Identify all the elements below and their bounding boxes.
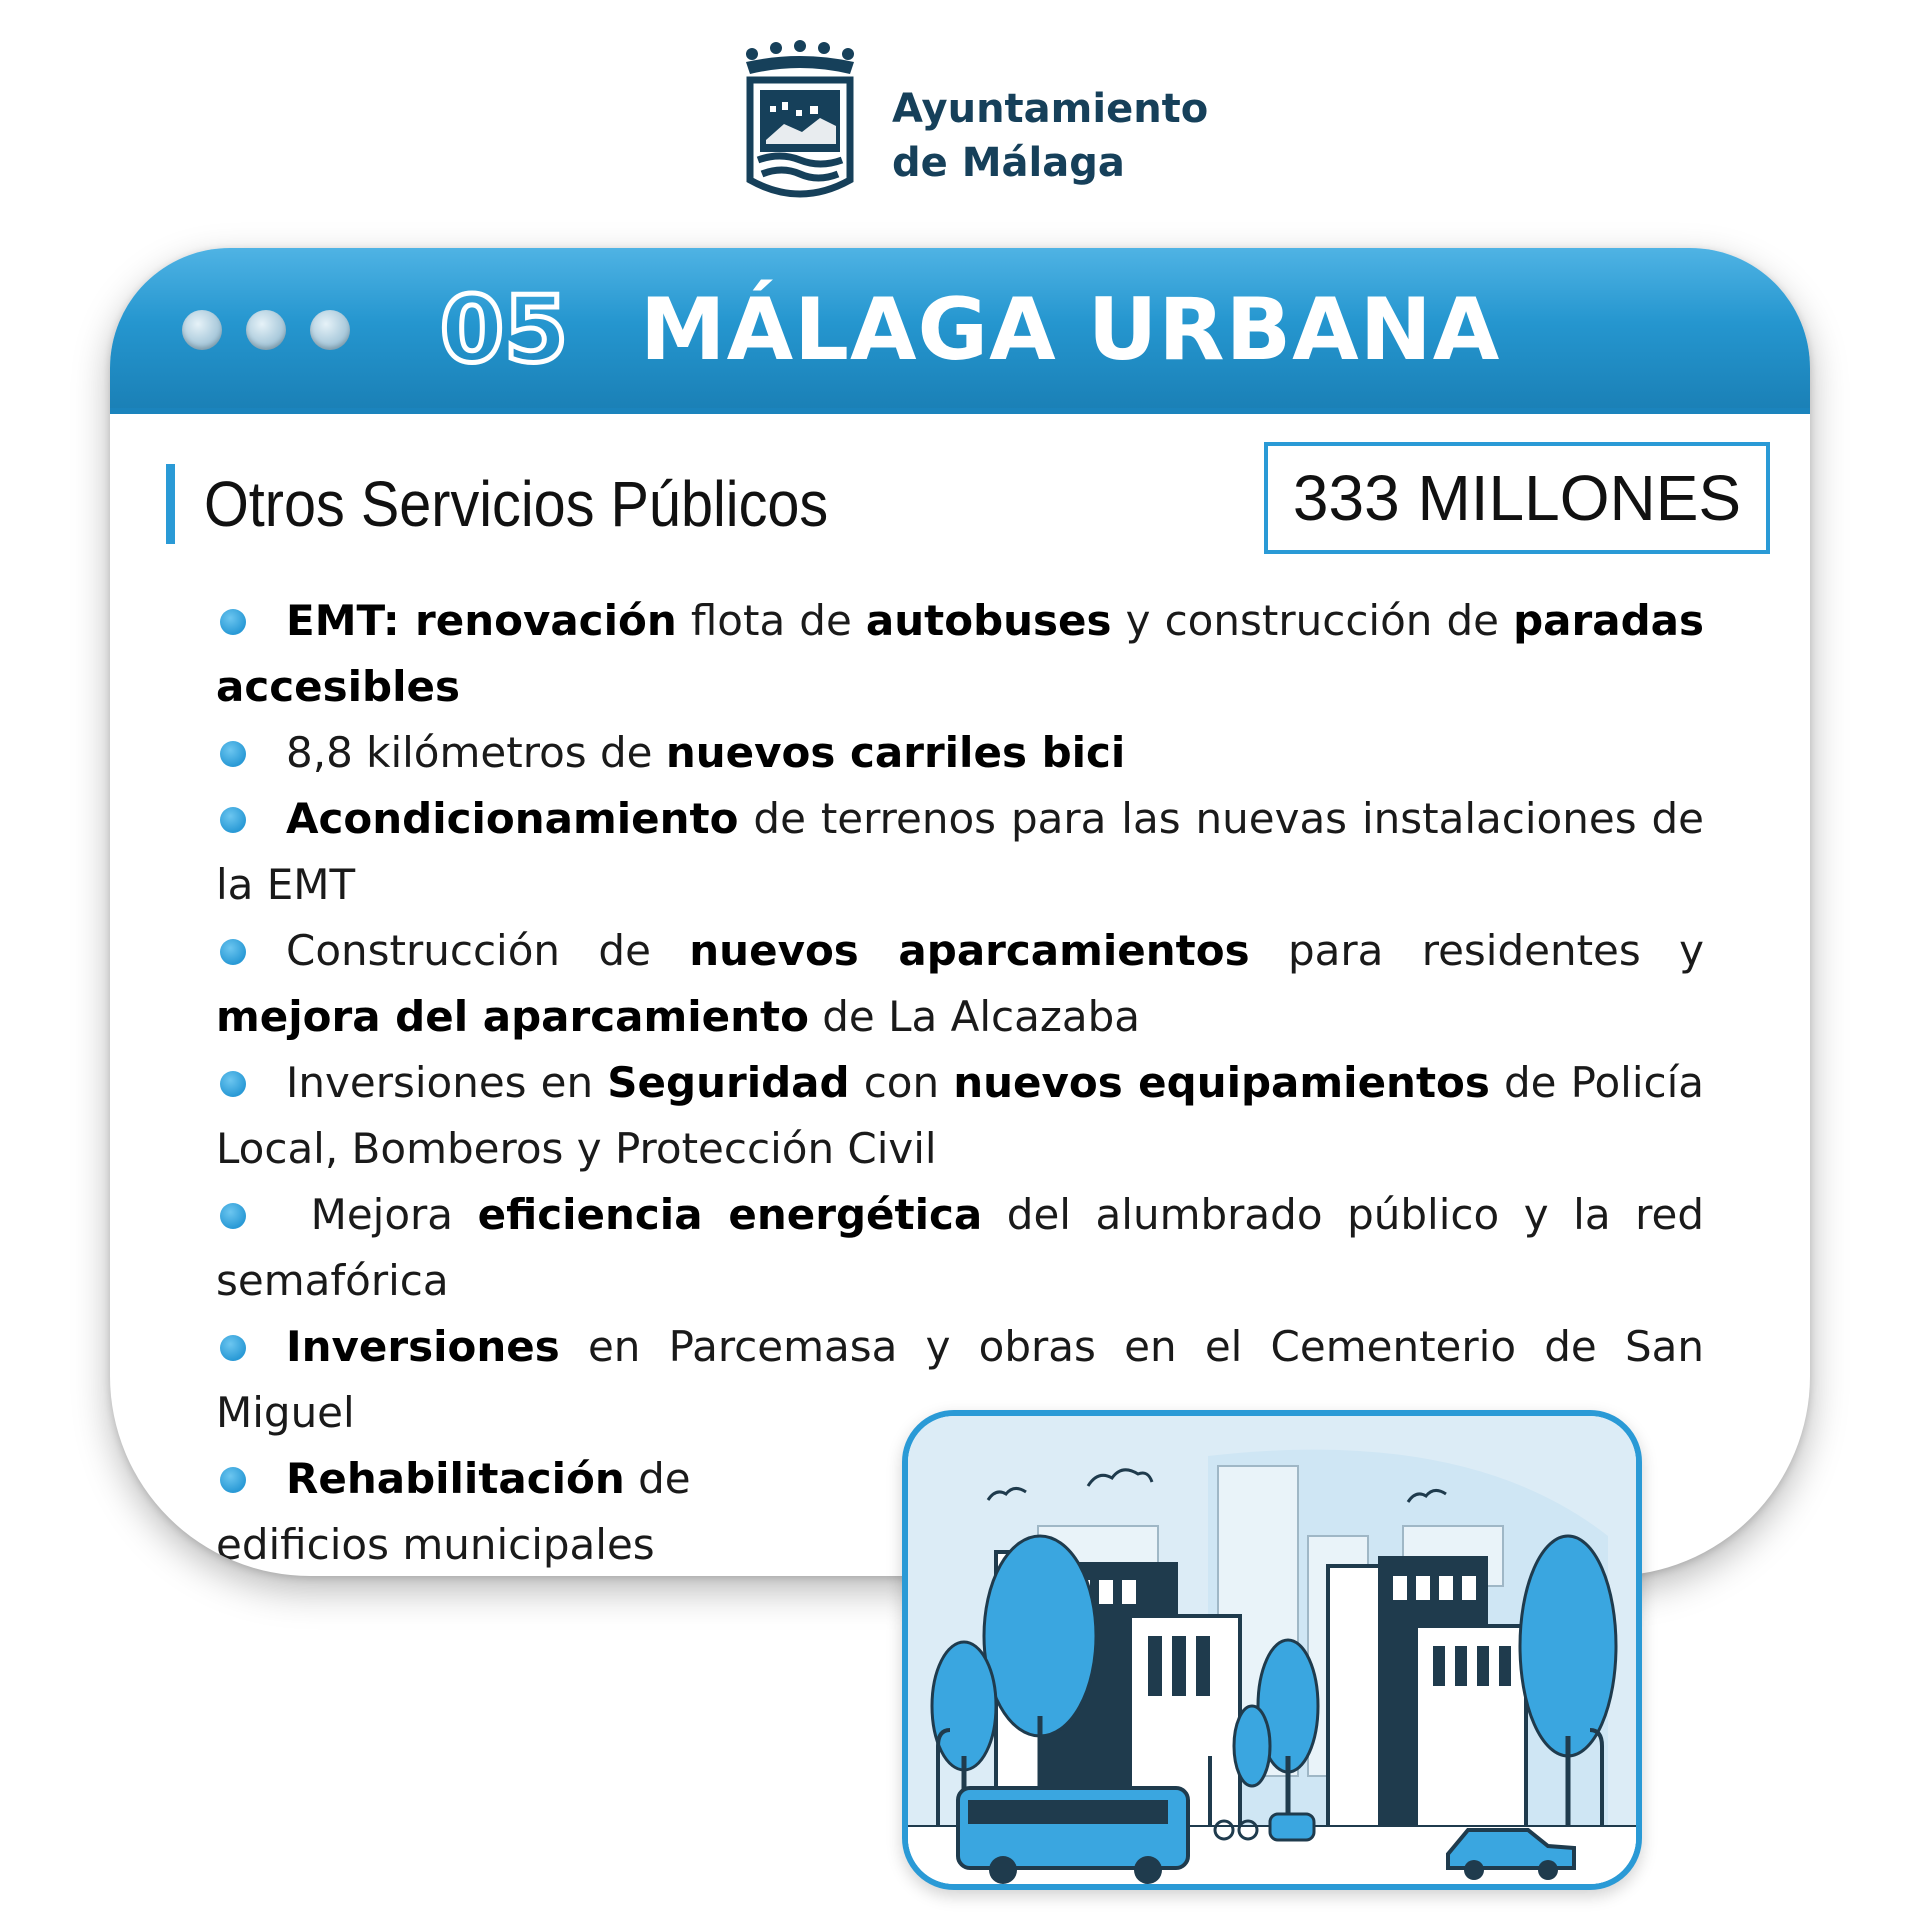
item-text: y construcción de (1111, 596, 1514, 645)
item-text: Inversiones en (286, 1058, 608, 1107)
item-text: en Parcemasa y obras en el Cementerio de San Miguel (216, 1322, 1704, 1437)
org-line-1: Ayuntamiento (892, 86, 1209, 132)
list-item (216, 1446, 736, 1576)
subtitle-accent-bar (166, 464, 175, 544)
item-bold-text: nuevos aparcamientos (689, 926, 1250, 975)
item-bold-text: paradas accesibles (216, 596, 1704, 711)
window-dots (182, 310, 350, 350)
item-bold-text: nuevos equipamientos (953, 1058, 1490, 1107)
circle-bullet-icon (220, 807, 246, 833)
item-text: con (849, 1058, 954, 1107)
amount-badge: 333 MILLONES (1264, 442, 1770, 554)
card-header (110, 248, 1810, 414)
item-text: de terrenos para las nuevas instalaciones de la EMT (216, 794, 1704, 909)
item-bold-text: mejora del aparcamiento (216, 992, 809, 1041)
coat-of-arms-icon (740, 40, 860, 210)
item-bold-text: EMT: renovación (286, 596, 677, 645)
dot-icon (246, 310, 286, 350)
item-bold-text: autobuses (865, 596, 1112, 645)
item-text: Mejora (286, 1190, 478, 1239)
list-item (216, 786, 1704, 918)
item-text: de Policía Local, Bomberos y Protección Civil (216, 1058, 1705, 1173)
item-bold-text: eficiencia energética (477, 1190, 983, 1239)
city-street-illustration (908, 1416, 1636, 1884)
item-text: del alumbrado público y la red semafórica (216, 1190, 1704, 1305)
list-item (216, 588, 1704, 720)
list-item (216, 918, 1704, 1050)
circle-bullet-icon (220, 1071, 246, 1097)
item-text: Construcción de (286, 926, 690, 975)
circle-bullet-icon (220, 1203, 246, 1229)
list-item (216, 1182, 1704, 1314)
item-text: flota de (676, 596, 866, 645)
list-item (216, 1050, 1704, 1182)
org-line-2: de Málaga (892, 140, 1125, 186)
item-bold-text: nuevos carriles bici (665, 728, 1126, 777)
organization-name (892, 82, 1208, 190)
item-bold-text: Rehabilitación (286, 1454, 625, 1503)
circle-bullet-icon (220, 1467, 246, 1493)
subsection-title: Otros Servicios Públicos (204, 468, 829, 540)
circle-bullet-icon (220, 939, 246, 965)
dot-icon (182, 310, 222, 350)
item-bold-text: Acondicionamiento (286, 794, 739, 843)
city-logo (740, 40, 1209, 210)
item-text: 8,8 kilómetros de (286, 728, 666, 777)
item-bold-text: Seguridad (607, 1058, 850, 1107)
item-text: para residentes y (1249, 926, 1704, 975)
item-text: de edificios municipales (216, 1454, 691, 1569)
city-illustration (902, 1410, 1642, 1890)
item-text: de La Alcazaba (808, 992, 1141, 1041)
circle-bullet-icon (220, 1335, 246, 1361)
item-bold-text: Inversiones (286, 1322, 560, 1371)
list-item (216, 720, 1704, 786)
info-card (110, 248, 1810, 1576)
dot-icon (310, 310, 350, 350)
section-title: MÁLAGA URBANA (640, 280, 1501, 380)
section-number: 05 (440, 276, 569, 383)
circle-bullet-icon (220, 609, 246, 635)
circle-bullet-icon (220, 741, 246, 767)
